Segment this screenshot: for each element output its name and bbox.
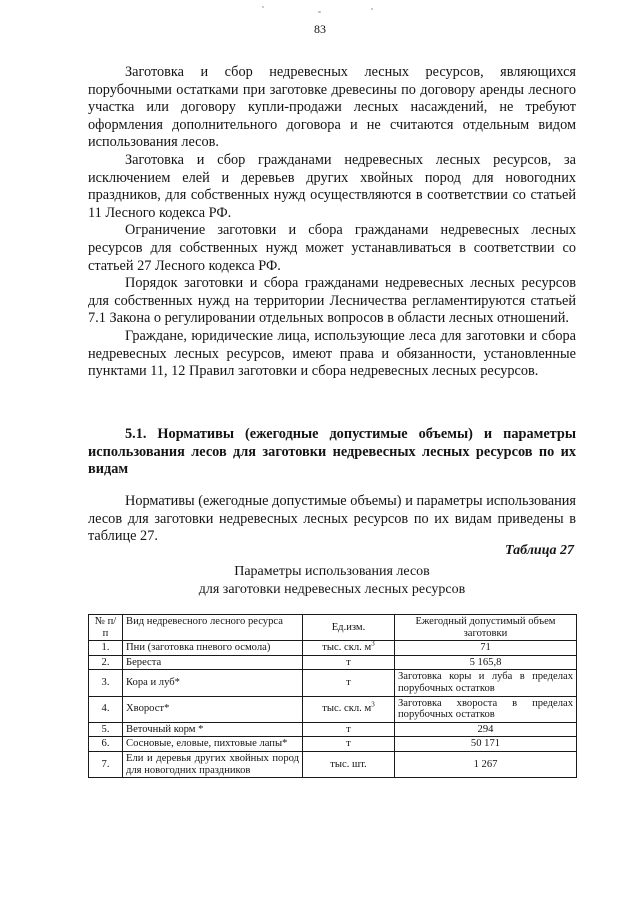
cell-unit: [303, 655, 395, 670]
cell-unit: [303, 670, 395, 696]
cell-volume: 1 267: [395, 751, 577, 777]
table-label: Таблица 27: [505, 543, 574, 558]
unit-text: тыс. скл. м: [322, 703, 372, 715]
header-unit: Ед.изм.: [303, 615, 395, 641]
cell-num: 1.: [89, 641, 123, 656]
unit-text: тыс. скл. м: [322, 642, 372, 654]
unit-text: т: [346, 723, 351, 735]
cell-name: Сосновые, еловые, пихтовые лапы*: [123, 737, 303, 752]
table-row: [89, 722, 577, 737]
page-number: 83: [314, 22, 326, 36]
header-num: № п/п: [89, 615, 123, 641]
table-row: [89, 655, 577, 670]
cell-num: 6.: [89, 737, 123, 752]
table-caption: [88, 563, 576, 598]
paragraph: Заготовка и сбор недревесных лесных ресурсов, являющихся порубочными остатками при заготовке древесины по договору аренды лесного участка или договору купли-продажи лесных насаждений, не требуют оформления дополнительного договора и не считаются отдельным видом использования лесов.: [88, 64, 576, 151]
paragraph: Заготовка и сбор гражданами недревесных лесных ресурсов, за исключением елей и деревьев других хвойных пород для новогодних праздников, для собственных нужд осуществляются в соответствии со статьей 11 Лесного кодекса РФ.: [88, 151, 576, 221]
cell-volume: 50 171: [395, 737, 577, 752]
paragraph: Ограничение заготовки и сбора гражданами недревесных лесных ресурсов для собственных нужд может устанавливаться в соответствии со статьей 27 Лесного кодекса РФ.: [88, 222, 576, 274]
cell-name: Ели и деревья других хвойных пород для новогодних праздников: [123, 751, 303, 777]
cell-volume: 294: [395, 722, 577, 737]
cell-volume: 71: [395, 641, 577, 656]
cell-volume: Заготовка коры и луба в пределах порубочных остатков: [395, 670, 577, 696]
cell-name: Кора и луб*: [123, 670, 303, 696]
table-row: [89, 737, 577, 752]
parameters-table: [88, 614, 577, 778]
paragraph: Граждане, юридические лица, использующие леса для заготовки и сбора недревесных лесных ресурсов, имеют права и обязанности, установленные пунктами 11, 12 Правил заготовки и сбора недревесных лесных ресурсов.: [88, 327, 576, 380]
cell-unit: [303, 696, 395, 722]
scan-artifact: [318, 11, 321, 13]
body-text: [88, 64, 576, 381]
cell-volume: 5 165,8: [395, 655, 577, 670]
cell-name: Веточный корм *: [123, 722, 303, 737]
table-row: [89, 696, 577, 722]
section-heading: 5.1. Нормативы (ежегодные допустимые объемы) и параметры использования лесов для заготовки недревесных лесных ресурсов по их видам: [88, 426, 576, 477]
cell-unit: [303, 751, 395, 777]
cell-name: Береста: [123, 655, 303, 670]
header-volume: Ежегодный допустимый объем заготовки: [395, 615, 577, 641]
cell-num: 3.: [89, 670, 123, 696]
scan-artifact: [371, 8, 373, 10]
cell-num: 7.: [89, 751, 123, 777]
unit-text: т: [346, 738, 351, 750]
cell-name: Пни (заготовка пневого осмола): [123, 641, 303, 656]
unit-superscript: 3: [371, 700, 375, 709]
cell-num: 2.: [89, 655, 123, 670]
table-row: [89, 670, 577, 696]
paragraph: Порядок заготовки и сбора гражданами недревесных лесных ресурсов для собственных нужд на территории Лесничества регламентируются статьей 7.1 Закона о регулировании отдельных вопросов в области лесных отношений.: [88, 275, 576, 327]
table-caption-line: для заготовки недревесных лесных ресурсов: [198, 581, 466, 597]
cell-num: 5.: [89, 722, 123, 737]
unit-text: тыс. шт.: [330, 758, 367, 770]
cell-unit: [303, 722, 395, 737]
cell-name: Хворост*: [123, 696, 303, 722]
header-name: Вид недревесного лесного ресурса: [123, 615, 303, 641]
table-row: [89, 641, 577, 656]
unit-text: т: [346, 656, 351, 668]
table-caption-line: Параметры использования лесов: [234, 564, 430, 579]
scan-artifact: [262, 6, 264, 8]
cell-unit: [303, 737, 395, 752]
table-row: [89, 751, 577, 777]
section-intro: Нормативы (ежегодные допустимые объемы) и параметры использования лесов для заготовки недревесных лесных ресурсов по их видам приведены в таблице 27.: [88, 493, 576, 544]
unit-superscript: 3: [371, 639, 375, 648]
cell-num: 4.: [89, 696, 123, 722]
unit-text: т: [346, 677, 351, 689]
cell-volume: Заготовка хвороста в пределах порубочных остатков: [395, 696, 577, 722]
cell-unit: [303, 641, 395, 656]
table-header-row: [89, 615, 577, 641]
